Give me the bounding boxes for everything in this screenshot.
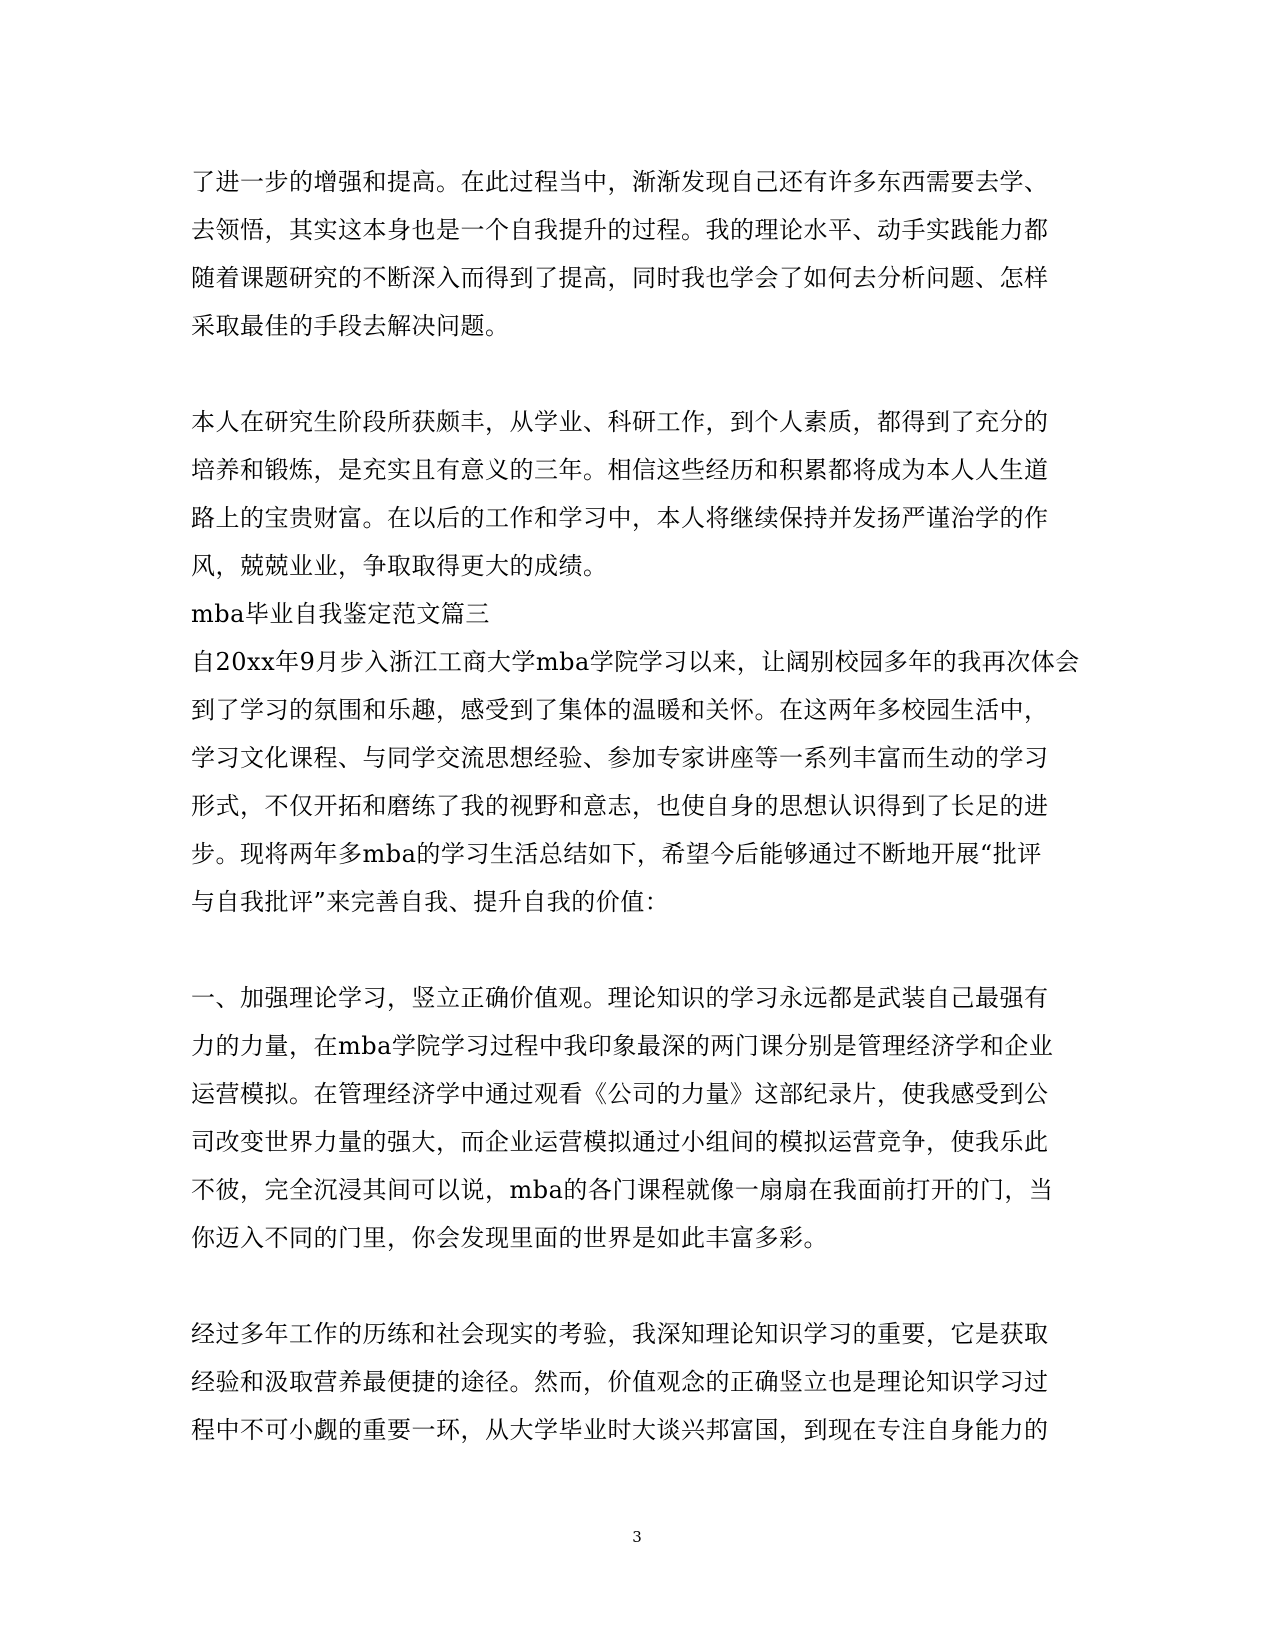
- text-line: 风，兢兢业业，争取取得更大的成绩。: [191, 552, 608, 580]
- text-line: 形式，不仅开拓和磨练了我的视野和意志，也使自身的思想认识得到了长足的进: [191, 792, 1049, 820]
- text-line: 到了学习的氛围和乐趣，感受到了集体的温暖和关怀。在这两年多校园生活中，: [191, 696, 1049, 724]
- text-line: 力的力量，在mba学院学习过程中我印象最深的两门课分别是管理经济学和企业: [191, 1032, 1054, 1060]
- paragraph-1: [191, 158, 1081, 350]
- text-line: 路上的宝贵财富。在以后的工作和学习中，本人将继续保持并发扬严谨治学的作: [191, 504, 1049, 532]
- text-line: 与自我批评”来完善自我、提升自我的价值：: [191, 888, 670, 916]
- text-line: 程中不可小觑的重要一环，从大学毕业时大谈兴邦富国，到现在专注自身能力的: [191, 1416, 1049, 1444]
- text-line: 采取最佳的手段去解决问题。: [191, 312, 510, 340]
- paragraph-2: [191, 398, 1081, 590]
- text-line: 步。现将两年多mba的学习生活总结如下，希望今后能够通过不断地开展“批评: [191, 840, 1042, 868]
- text-line: 培养和锻炼，是充实且有意义的三年。相信这些经历和积累都将成为本人人生道: [191, 456, 1049, 484]
- paragraph-3: [191, 590, 1081, 926]
- paragraph-5: [191, 1310, 1081, 1454]
- page-number: 3: [632, 1528, 642, 1546]
- text-line: 不彼，完全沉浸其间可以说，mba的各门课程就像一扇扇在我面前打开的门，当: [191, 1176, 1054, 1204]
- text-line: 学习文化课程、与同学交流思想经验、参加专家讲座等一系列丰富而生动的学习: [191, 744, 1049, 772]
- text-line: 去领悟，其实这本身也是一个自我提升的过程。我的理论水平、动手实践能力都: [191, 216, 1049, 244]
- paragraph-spacer: [191, 926, 1081, 974]
- text-line: 自20xx年9月步入浙江工商大学mba学院学习以来，让阔别校园多年的我再次体会: [191, 648, 1080, 676]
- text-line: 一、加强理论学习，竖立正确价值观。理论知识的学习永远都是武装自己最强有: [191, 984, 1049, 1012]
- document-body: [191, 158, 1081, 1454]
- paragraph-4: [191, 974, 1081, 1262]
- text-line: 随着课题研究的不断深入而得到了提高，同时我也学会了如何去分析问题、怎样: [191, 264, 1049, 292]
- paragraph-spacer: [191, 350, 1081, 398]
- section-heading: mba毕业自我鉴定范文篇三: [191, 600, 490, 628]
- text-line: 了进一步的增强和提高。在此过程当中，渐渐发现自己还有许多东西需要去学、: [191, 168, 1049, 196]
- text-line: 本人在研究生阶段所获颇丰，从学业、科研工作，到个人素质，都得到了充分的: [191, 408, 1049, 436]
- text-line: 经验和汲取营养最便捷的途径。然而，价值观念的正确竖立也是理论知识学习过: [191, 1368, 1049, 1396]
- text-line: 你迈入不同的门里，你会发现里面的世界是如此丰富多彩。: [191, 1224, 828, 1252]
- text-line: 运营模拟。在管理经济学中通过观看《公司的力量》这部纪录片，使我感受到公: [191, 1080, 1049, 1108]
- text-line: 经过多年工作的历练和社会现实的考验，我深知理论知识学习的重要，它是获取: [191, 1320, 1049, 1348]
- text-line: 司改变世界力量的强大，而企业运营模拟通过小组间的模拟运营竞争，使我乐此: [191, 1128, 1049, 1156]
- paragraph-spacer: [191, 1262, 1081, 1310]
